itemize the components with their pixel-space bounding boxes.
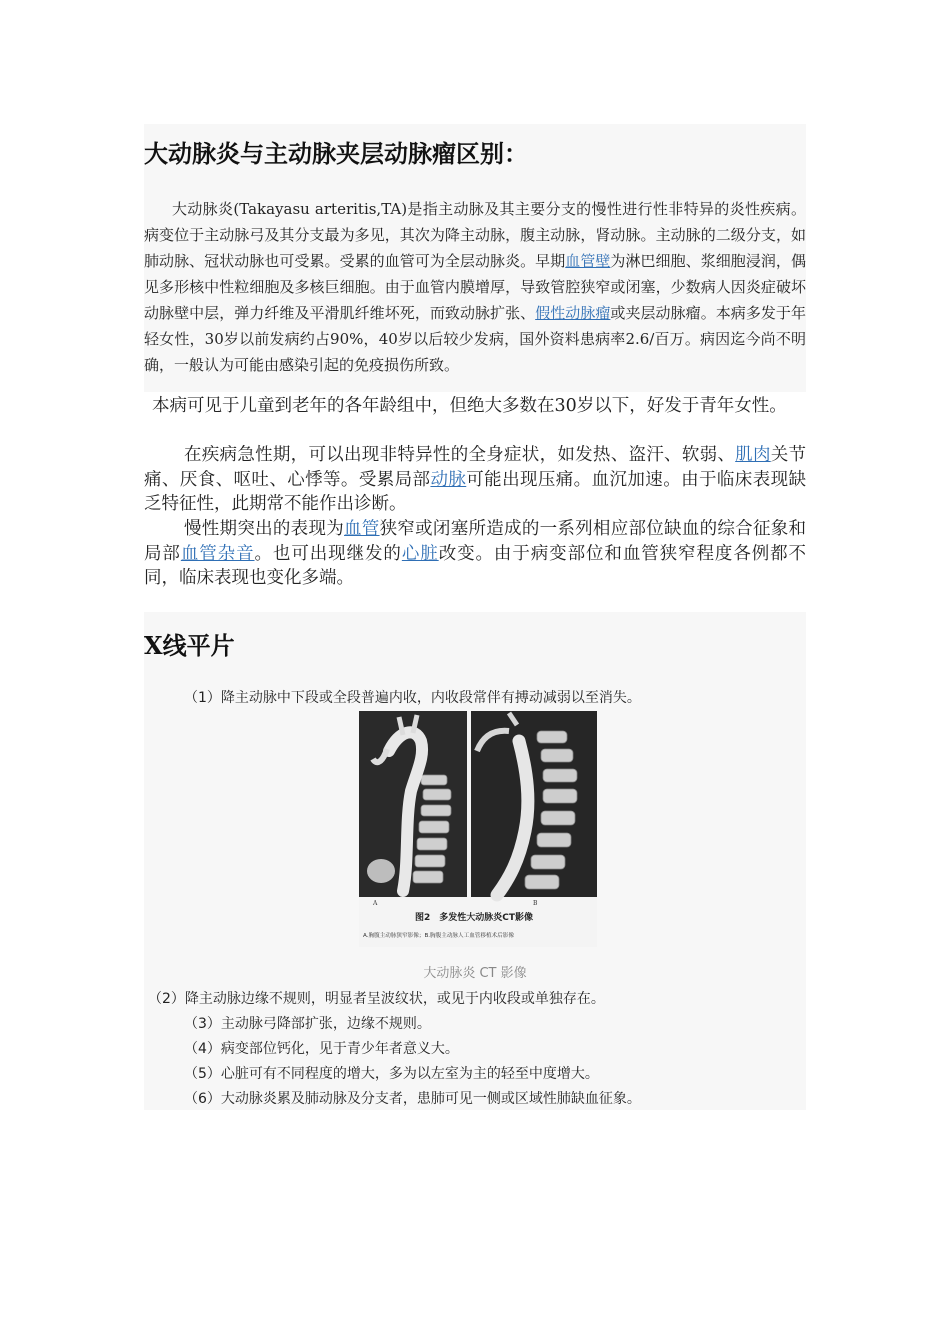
acute-paragraph [144, 443, 806, 517]
figure-title: 图2 多发性大动脉炎CT影像 [415, 913, 534, 923]
link-vessel-wall[interactable]: 血管壁 [565, 252, 611, 270]
link-blood-vessel[interactable]: 血管 [344, 519, 380, 539]
link-artery[interactable]: 动脉 [430, 469, 467, 490]
intro-text: 大动脉炎(Takayasu arteritis,TA)是指主动脉及其主要分支的慢性进行性非特异的炎性疾病。病变位于主动脉弓及其分支最为多见，其次为降主动脉，腹主动脉，肾动脉。主动脉的二级分支，如肺动脉、冠状动脉也可受累。受累的血管可为全层动脉炎。早期 [144, 200, 806, 270]
xray-item-2: （2）降主动脉边缘不规则，明显者呈波纹状，或见于内收段或单独存在。 [148, 991, 605, 1007]
link-muscle[interactable]: 肌肉 [735, 445, 771, 465]
chronic-text: 狭窄或闭塞所造成的一系列相应部位缺血的综合征象和局部 [144, 519, 807, 564]
chronic-paragraph [144, 517, 806, 591]
figure-subtitle: A.胸腹主动脉狭窄影像；B.胸腹主动脉人工血管移植术后影像 [363, 933, 514, 939]
link-heart[interactable]: 心脏 [401, 543, 439, 564]
xray-heading: X线平片 [144, 631, 235, 660]
ct-scan-illustration [359, 711, 597, 947]
xray-item-5: （5）心脏可有不同程度的增大，多为以左室为主的轻至中度增大。 [184, 1066, 599, 1082]
intro-text: 或夹层动脉瘤。本病多发于年轻女性，30岁以前发病约占90%，40岁以后较少发病，国外资料患病率2.6/百万。病因迄今尚不明确，一般认为可能由感染引起的免疫损伤所致。 [144, 304, 806, 374]
acute-text: 关节痛、厌食、呕吐、心悸等。受累局部 [144, 445, 807, 490]
chronic-text: 慢性期突出的表现为 [184, 519, 345, 539]
intro-paragraph [144, 196, 806, 378]
page-title: 大动脉炎与主动脉夹层动脉瘤区别： [144, 140, 528, 168]
acute-text: 可能出现压痛。血沉加速。由于临床表现缺乏特征性，此期常不能作出诊断。 [144, 469, 807, 514]
link-pseudoaneurysm[interactable]: 假性动脉瘤 [535, 304, 611, 322]
intro-text: 为淋巴细胞、浆细胞浸润，偶见多形核中性粒细胞及多核巨细胞。由于血管内膜增厚，导致管腔狭窄或闭塞，少数病人因炎症破坏动脉壁中层，弹力纤维及平滑肌纤维坏死，而致动脉扩张、 [144, 252, 806, 322]
acute-text: 在疾病急性期，可以出现非特异性的全身症状，如发热、盗汗、软弱、 [184, 445, 736, 465]
xray-item-3: （3）主动脉弓降部扩张，边缘不规则。 [184, 1016, 431, 1032]
chronic-text: 。也可出现继发的 [254, 543, 402, 564]
chronic-text: 改变。由于病变部位和血管狭窄程度各例都不同，临床表现也变化多端。 [144, 543, 807, 588]
ct-image [359, 711, 597, 947]
age-paragraph: 本病可见于儿童到老年的各年龄组中，但绝大多数在30岁以下，好发于青年女性。 [152, 396, 787, 416]
xray-item-6: （6）大动脉炎累及肺动脉及分支者，患肺可见一侧或区域性肺缺血征象。 [184, 1091, 641, 1107]
xray-item-1: （1）降主动脉中下段或全段普遍内收，内收段常伴有搏动减弱以至消失。 [184, 690, 641, 706]
panel-b-label: B [533, 900, 538, 907]
image-caption: 大动脉炎 CT 影像 [423, 966, 527, 981]
link-vascular-murmur[interactable]: 血管杂音 [180, 543, 255, 564]
panel-a-label: A [373, 900, 378, 907]
xray-item-4: （4）病变部位钙化，见于青少年者意义大。 [184, 1041, 459, 1057]
